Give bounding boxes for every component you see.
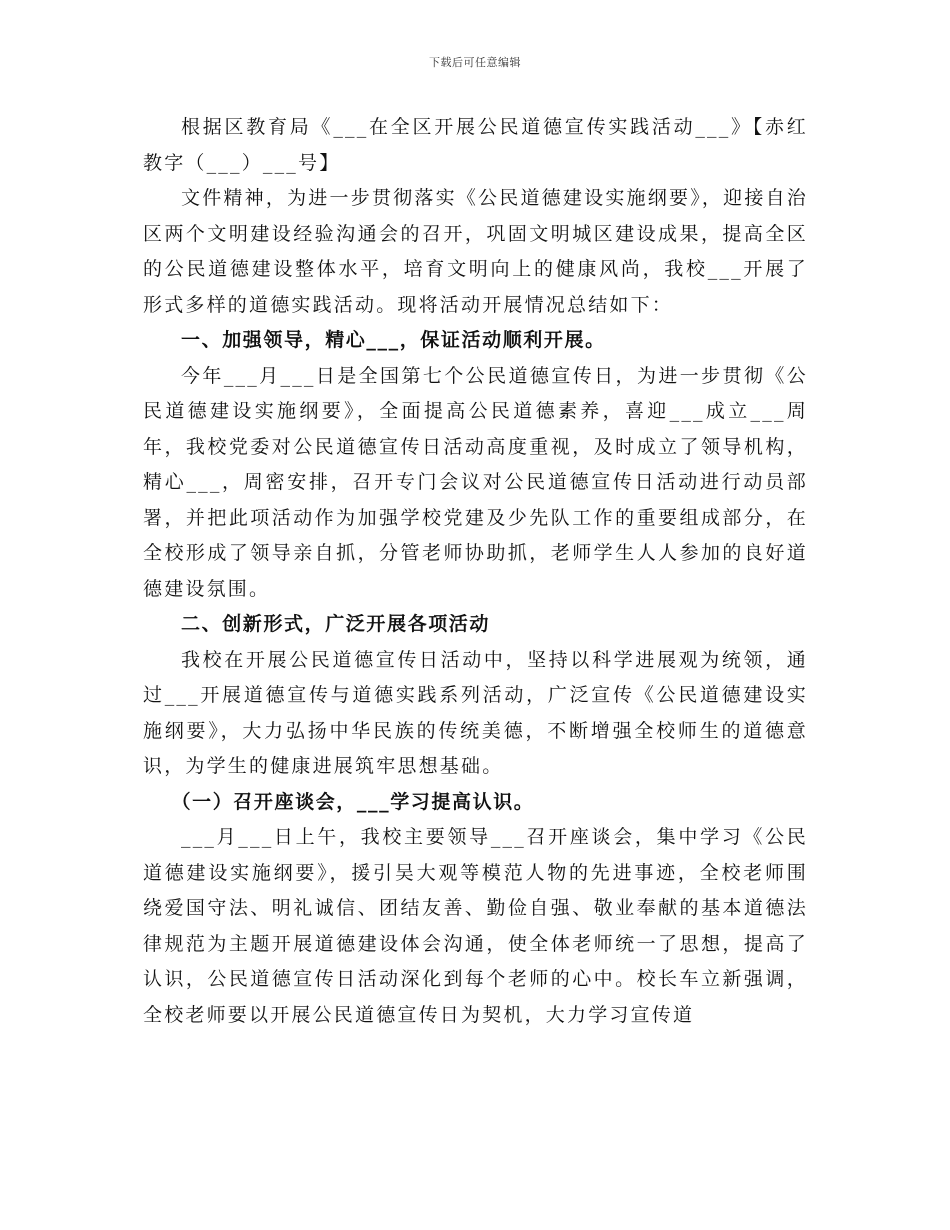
paragraph-spirit: 文件精神，为进一步贯彻落实《公民道德建设实施纲要》，迎接自治区两个文明建设经验沟通会的召开，巩固文明城区建设成果，提高全区的公民道德建设整体水平，培育文明向上的健康风尚，我校___开展了形式多样的道德实践活动。现将活动开展情况总结如下：: [143, 187, 808, 316]
document-body: [143, 110, 808, 1033]
paragraph-subsection-1: ___月___日上午，我校主要领导___召开座谈会，集中学习《公民道德建设实施纲要》，援引吴大观等模范人物的先进事迹，全校老师围绕爱国守法、明礼诚信、团结友善、勤俭自强、敬业奉献的基本道德法律规范为主题开展道德建设体会沟通，使全体老师统一了思想，提高了认识，公民道德宣传日活动深化到每个老师的心中。校长车立新强调，全校老师要以开展公民道德宣传日为契机，大力学习宣传道: [143, 826, 808, 1026]
page-header: 下载后可任意编辑: [429, 56, 521, 69]
section-heading-1: 一、加强领导，精心___，保证活动顺利开展。: [181, 329, 606, 351]
section-heading-2: 二、创新形式，广泛开展各项活动: [181, 613, 491, 635]
paragraph-intro: 根据区教育局《___在全区开展公民道德宣传实践活动___》【赤红教字（___）___号】: [143, 116, 808, 174]
paragraph-section-2: 我校在开展公民道德宣传日活动中，坚持以科学进展观为统领，通过___开展道德宣传与道德实践系列活动，广泛宣传《公民道德建设实施纲要》，大力弘扬中华民族的传统美德，不断增强全校师生的道德意识，为学生的健康进展筑牢思想基础。: [143, 648, 808, 777]
subsection-heading-1: （一）召开座谈会，___学习提高认识。: [171, 790, 535, 813]
paragraph-section-1: 今年___月___日是全国第七个公民道德宣传日，为进一步贯彻《公民道德建设实施纲要》，全面提高公民道德素养，喜迎___成立___周年，我校党委对公民道德宣传日活动高度重视，及时成立了领导机构，精心___，周密安排，召开专门会议对公民道德宣传日活动进行动员部署，并把此项活动作为加强学校党建及少先队工作的重要组成部分，在全校形成了领导亲自抓，分管老师协助抓，老师学生人人参加的良好道德建设氛围。: [143, 364, 808, 600]
